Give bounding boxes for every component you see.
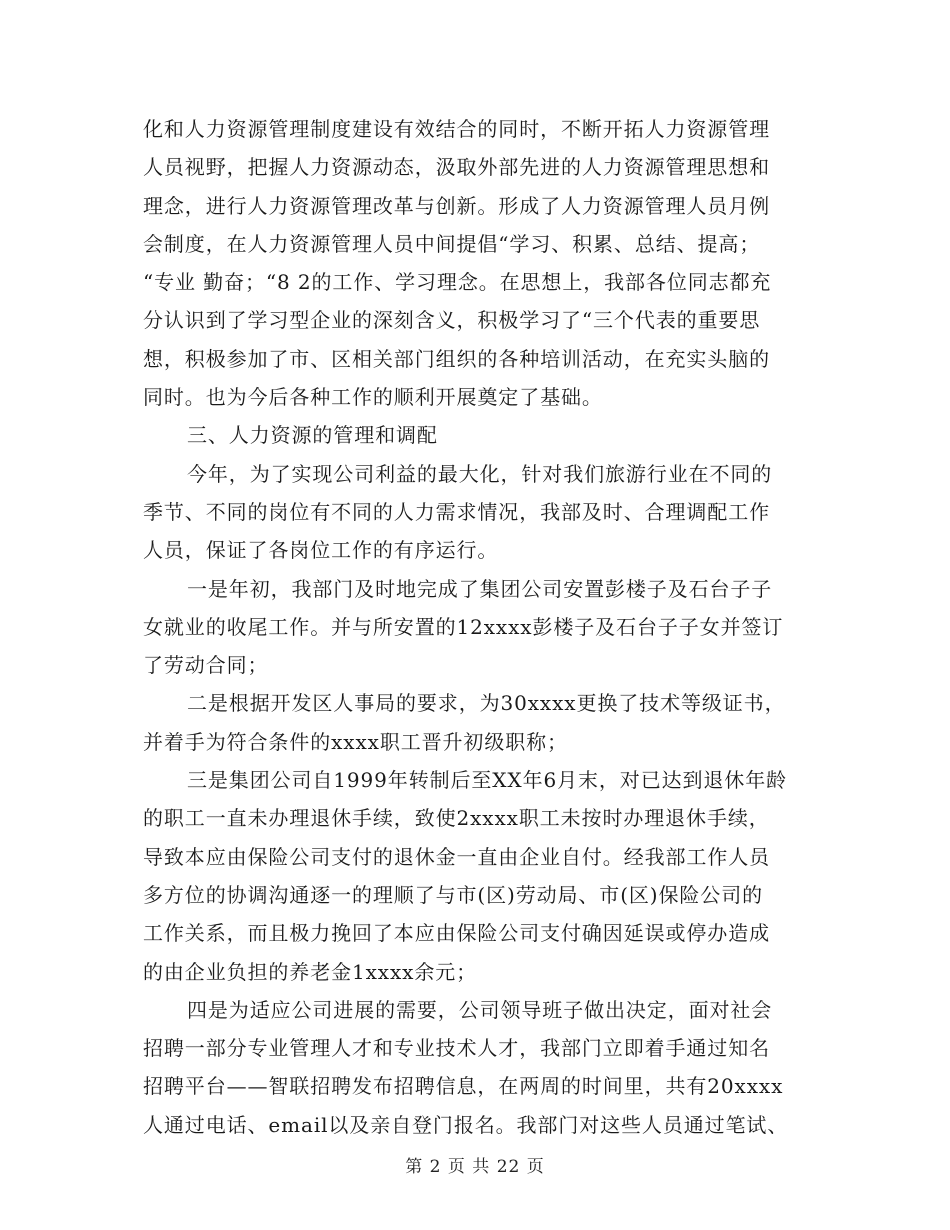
text-line: 多方位的协调沟通逐一的理顺了与市(区)劳动局、市(区)保险公司的 xyxy=(143,882,764,907)
text-line: 今年，为了实现公司利益的最大化，针对我们旅游行业在不同的 xyxy=(187,461,773,486)
text-line: 想，积极参加了市、区相关部门组织的各种培训活动，在充实头脑的 xyxy=(143,346,770,371)
text-line: 工作关系，而且极力挽回了本应由保险公司支付确因延误或停办造成 xyxy=(143,921,770,946)
text-line: 理念，进行人力资源管理改革与创新。形成了人力资源管理人员月例 xyxy=(143,193,770,218)
text-line: 季节、不同的岗位有不同的人力需求情况，我部及时、合理调配工作 xyxy=(143,499,770,524)
text-line: 会制度，在人力资源管理人员中间提倡“学习、积累、总结、提高； xyxy=(143,231,761,256)
text-line: 的职工一直未办理退休手续，致使2xxxx职工未按时办理退休手续， xyxy=(143,806,770,831)
text-line: 二是根据开发区人事局的要求，为30xxxx更换了技术等级证书， xyxy=(187,691,786,716)
document-body xyxy=(143,110,809,1144)
text-line: 招聘一部分专业管理人才和专业技术人才，我部门立即着手通过知名 xyxy=(143,1036,770,1061)
text-line: 一是年初，我部门及时地完成了集团公司安置彭楼子及石台子子 xyxy=(187,576,773,601)
text-line: 女就业的收尾工作。并与所安置的12xxxx彭楼子及石台子子女并签订 xyxy=(143,614,784,639)
text-line: 招聘平台——智联招聘发布招聘信息，在两周的时间里，共有20xxxx xyxy=(143,1074,784,1099)
page-number-footer: 第 2 页 共 22 页 xyxy=(405,1157,545,1177)
text-line: 人员视野，把握人力资源动态，汲取外部先进的人力资源管理思想和 xyxy=(143,155,770,180)
text-line: 三是集团公司自1999年转制后至XX年6月末，对已达到退休年龄 xyxy=(187,768,787,793)
text-line: 四是为适应公司进展的需要，公司领导班子做出决定，面对社会 xyxy=(187,997,773,1022)
text-line: 人员，保证了各岗位工作的有序运行。 xyxy=(143,538,499,563)
text-line: 分认识到了学习型企业的深刻含义，积极学习了“三个代表的重要思 xyxy=(143,308,761,333)
text-line: 并着手为符合条件的xxxx职工晋升初级职称； xyxy=(143,729,568,754)
text-line: “专业 勤奋；“8 2的工作、学习理念。在思想上，我部各位同志都充 xyxy=(143,270,772,295)
text-line: 三、人力资源的管理和调配 xyxy=(187,423,438,448)
text-line: 人通过电话、email以及亲自登门报名。我部门对这些人员通过笔试、 xyxy=(143,1112,789,1137)
text-line: 同时。也为今后各种工作的顺利开展奠定了基础。 xyxy=(143,385,603,410)
text-line: 的由企业负担的养老金1xxxx余元； xyxy=(143,959,478,984)
text-line: 化和人力资源管理制度建设有效结合的同时，不断开拓人力资源管理 xyxy=(143,117,770,141)
text-line: 导致本应由保险公司支付的退休金一直由企业自付。经我部工作人员 xyxy=(143,844,770,869)
text-line: 了劳动合同； xyxy=(143,653,269,678)
